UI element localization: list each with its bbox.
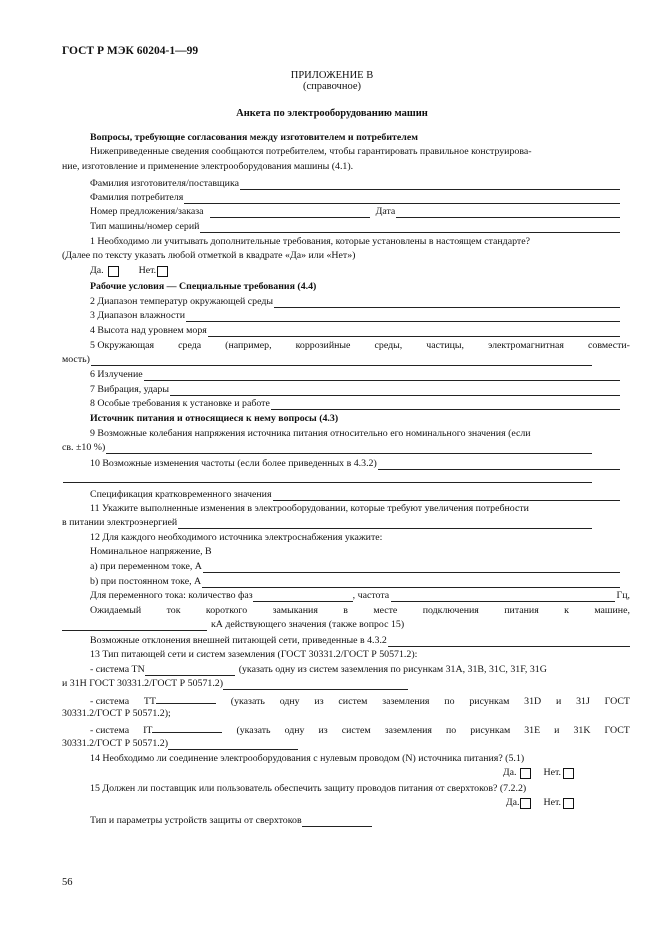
- section2-title: Рабочие условия — Специальные требования (4.4): [90, 281, 317, 292]
- section1-title: Вопросы, требующие согласования между изготовителем и потребителем: [90, 132, 418, 143]
- page-number: 56: [62, 877, 73, 888]
- q3-field[interactable]: 3 Диапазон влажности: [62, 310, 630, 322]
- q14-answer: Да. Нет.: [62, 767, 602, 779]
- tn-line-1[interactable]: - система TN (указать одну из систем заземления по рисункам 31A, 31B, 31C, 31F, 31G: [90, 664, 547, 675]
- spec-field[interactable]: Спецификация кратковременного значения: [62, 489, 630, 501]
- deviation-field[interactable]: Возможные отклонения внешней питающей сети, приведенные в 4.3.2: [62, 635, 630, 647]
- it-line-2[interactable]: 30331.2/ГОСТ Р 50571.2): [62, 738, 602, 750]
- appendix-heading: Анкета по электрооборудованию машин: [236, 108, 428, 119]
- section3-title: Источник питания и относящиеся к нему вопросы (4.3): [90, 413, 339, 424]
- no-checkbox[interactable]: [157, 266, 168, 277]
- q15-text: 15 Должен ли поставщик или пользователь обеспечить защиту проводов питания от сверхтоков? (7.2.2): [90, 783, 527, 794]
- machine-type-field[interactable]: Тип машины/номер серий: [62, 221, 630, 233]
- appendix-subtitle: (справочное): [303, 81, 361, 92]
- tt-line-1[interactable]: - система ТТ (указать одну из систем заземления по рисункам 31D и 31J ГОСТ: [90, 696, 630, 707]
- tn-line-2[interactable]: и 31H ГОСТ 30331.2/ГОСТ Р 50571.2): [62, 678, 602, 690]
- q11-line-1: 11 Укажите выполненные изменения в электрооборудовании, которые требуют увеличения потребности: [90, 503, 529, 514]
- q1-answer: Да. Нет.: [62, 265, 630, 277]
- q1-line-2: (Далее по тексту указать любой отметкой в квадрате «Да» или «Нет»): [62, 250, 356, 261]
- q11-field[interactable]: в питании электроэнергией: [62, 517, 602, 529]
- dc-field[interactable]: b) при постоянном токе, А: [62, 576, 630, 588]
- short-circuit-line: Ожидаемый ток короткого замыкания в месте подключения питания к машине,: [90, 605, 630, 616]
- intro-line-2: ние, изготовление и применение электрооборудования машины (4.1).: [62, 161, 354, 172]
- q8-field[interactable]: 8 Особые требования к установке и работе: [62, 398, 630, 410]
- q14-text: 14 Необходимо ли соединение электрооборудования с нулевым проводом (N) источника питания? (5.1): [90, 753, 525, 764]
- appendix-title: ПРИЛОЖЕНИЕ В: [290, 70, 374, 81]
- q10-extra-line[interactable]: [62, 473, 602, 483]
- q9-line-1: 9 Возможные колебания напряжения источника питания относительно его номинального значения (если: [90, 428, 531, 439]
- q7-field[interactable]: 7 Вибрация, удары: [62, 384, 630, 396]
- ac-field[interactable]: a) при переменном токе, А: [62, 561, 630, 573]
- q14-no-checkbox[interactable]: [563, 768, 574, 779]
- ka-field[interactable]: кА действующего значения (также вопрос 15): [62, 619, 602, 631]
- document-header: ГОСТ Р МЭК 60204-1—99: [62, 45, 199, 57]
- order-field[interactable]: Номер предложения/заказа Дата: [62, 206, 630, 218]
- q1-line-1: 1 Необходимо ли учитывать дополнительные требования, которые установлены в настоящем стандарте?: [90, 236, 530, 247]
- q15-yes-checkbox[interactable]: [520, 798, 531, 809]
- q5-line-1: 5 Окружающая среда (например, коррозийные среды, частицы, электромагнитная совмести-: [90, 340, 630, 351]
- it-line-1[interactable]: - система IT (указать одну из систем заземления по рисункам 31E и 31K ГОСТ: [90, 725, 630, 736]
- protection-field[interactable]: Тип и параметры устройств защиты от сверхтоков: [62, 815, 630, 827]
- q2-field[interactable]: 2 Диапазон температур окружающей среды: [62, 296, 630, 308]
- q13-text: 13 Тип питающей сети и систем заземления (ГОСТ 30331.2/ГОСТ Р 50571.2):: [90, 649, 418, 660]
- q10-field[interactable]: 10 Возможные изменения частоты (если более приведенных в 4.3.2): [62, 458, 630, 470]
- customer-field[interactable]: Фамилия потребителя: [62, 192, 630, 204]
- nominal-voltage: Номинальное напряжение, В: [90, 546, 212, 557]
- q15-no-checkbox[interactable]: [563, 798, 574, 809]
- q12-text: 12 Для каждого необходимого источника электроснабжения укажите:: [90, 532, 383, 543]
- q5-field[interactable]: мость): [62, 354, 602, 366]
- q9-field[interactable]: св. ±10 %): [62, 442, 602, 454]
- q14-yes-checkbox[interactable]: [520, 768, 531, 779]
- q15-answer: Да. Нет.: [62, 797, 602, 809]
- q4-field[interactable]: 4 Высота над уровнем моря: [62, 325, 630, 337]
- maker-field[interactable]: Фамилия изготовителя/поставщика: [62, 178, 630, 190]
- q6-field[interactable]: 6 Излучение: [62, 369, 630, 381]
- tt-line-2: 30331.2/ГОСТ Р 50571.2);: [62, 708, 171, 719]
- phases-freq-field[interactable]: Для переменного тока: количество фаз , частота Гц,: [90, 590, 630, 601]
- intro-line-1: Нижеприведенные сведения сообщаются потребителем, чтобы гарантировать правильное конструирова-: [90, 146, 532, 157]
- yes-checkbox[interactable]: [108, 266, 119, 277]
- date-label: Дата: [375, 206, 396, 217]
